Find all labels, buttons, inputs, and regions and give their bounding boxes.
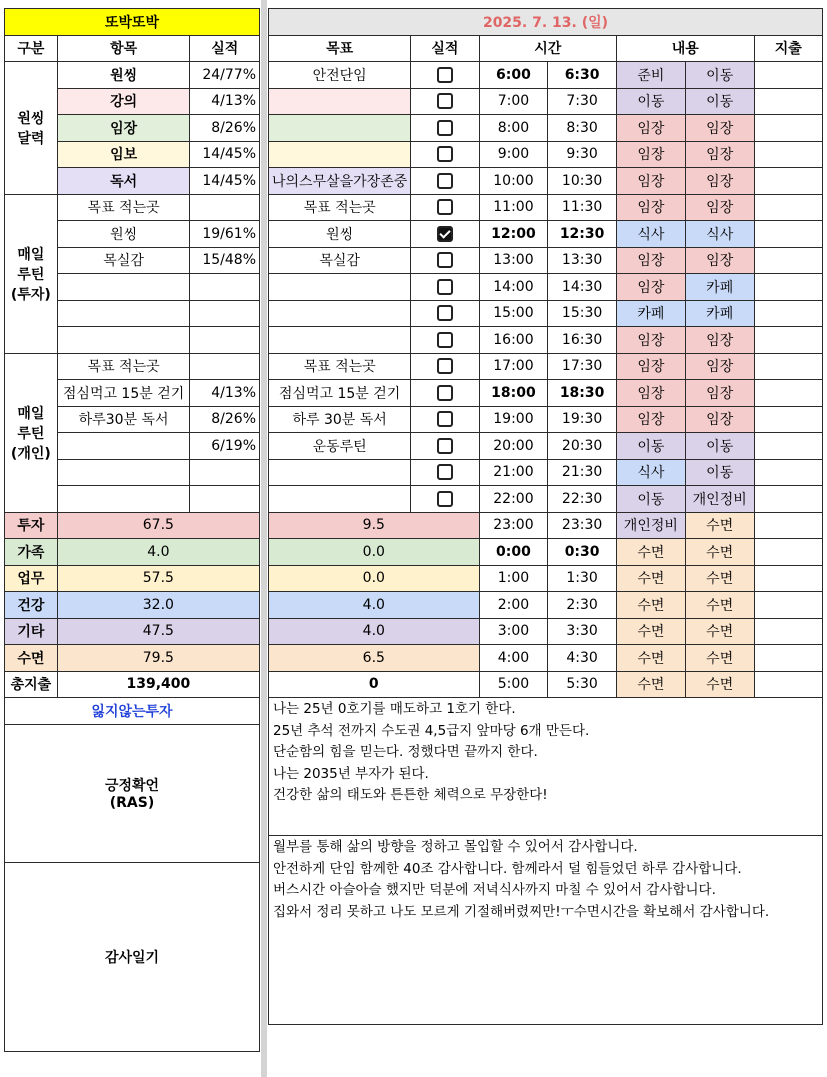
checkbox[interactable] [437,464,453,480]
expense-cell[interactable] [754,221,822,248]
list-item[interactable] [57,327,190,354]
checkbox[interactable] [437,305,453,321]
list-item[interactable]: 점심먹고 15분 걷기 [57,380,190,407]
schedule-row [269,380,823,407]
result-cell[interactable]: 4/13% [190,380,260,407]
activity-second-half[interactable]: 이동 [685,88,754,115]
time-end[interactable]: 0:30 [548,539,617,566]
motto: 잃지않는투자 [5,698,260,725]
goal-cell[interactable]: 하루 30분 독서 [269,406,411,433]
activity-second-half[interactable]: 임장 [685,168,754,195]
total-value-health[interactable]: 32.0 [57,592,259,619]
activity-second-half[interactable]: 수면 [685,539,754,566]
time-start[interactable]: 11:00 [479,194,548,221]
list-item[interactable]: 임장 [57,115,190,142]
time-start[interactable]: 7:00 [479,88,548,115]
time-end[interactable]: 17:30 [548,353,617,380]
activity-second-half[interactable]: 임장 [685,141,754,168]
activity-first-half[interactable]: 식사 [616,221,685,248]
list-item[interactable]: 원씽 [57,221,190,248]
result-checkbox-cell [411,486,479,513]
time-start[interactable]: 20:00 [479,433,548,460]
time-end[interactable]: 21:30 [548,459,617,486]
activity-second-half[interactable]: 카페 [685,300,754,327]
list-item[interactable] [57,459,190,486]
expense-cell[interactable] [754,486,822,513]
time-end[interactable]: 14:30 [548,274,617,301]
time-end[interactable]: 4:30 [548,645,617,672]
date-header: 2025. 7. 13. (일) [269,9,823,36]
time-start[interactable]: 3:00 [479,618,548,645]
expense-cell[interactable] [754,406,822,433]
time-end[interactable]: 2:30 [548,592,617,619]
checkbox[interactable] [437,279,453,295]
goal-cell[interactable] [269,141,411,168]
ras-text[interactable]: 나는 25년 0호기를 매도하고 1호기 한다. 25년 추석 전까지 수도권 4,5급지 앞마당 6개 만든다. 단순함의 힘을 믿는다. 정했다면 끝까지 한다. 나는 2035년 부자가 된다. 건강한 삶의 태도와 튼튼한 체력으로 무장한다! [269,698,823,836]
result-checkbox-cell [411,406,479,433]
checkbox[interactable] [437,491,453,507]
expense-cell[interactable] [754,459,822,486]
list-item[interactable]: 강의 [57,88,190,115]
total-value-etc[interactable]: 47.5 [57,618,259,645]
time-end[interactable]: 1:30 [548,565,617,592]
time-end[interactable]: 18:30 [548,380,617,407]
expense-cell[interactable] [754,592,822,619]
result-cell[interactable]: 4/13% [190,88,260,115]
goal-cell[interactable]: 원씽 [269,221,411,248]
activity-first-half[interactable]: 수면 [616,671,685,698]
list-item[interactable] [57,300,190,327]
group-label-personal-routine: 매일 루틴 (개인) [5,353,58,512]
goal-cell[interactable] [269,88,411,115]
checkbox[interactable] [437,120,453,136]
checkbox[interactable] [437,173,453,189]
activity-first-half[interactable]: 임장 [616,353,685,380]
activity-second-half[interactable]: 임장 [685,115,754,142]
list-item[interactable] [57,486,190,513]
activity-second-half[interactable]: 수면 [685,618,754,645]
result-cell[interactable]: 6/19% [190,433,260,460]
gratitude-label: 감사일기 [5,862,260,1051]
expense-cell[interactable] [754,618,822,645]
group-label-onething: 원씽 달력 [5,62,58,195]
checkbox[interactable] [437,67,453,83]
panel-separator [261,0,267,1077]
expense-cell[interactable] [754,327,822,354]
result-checkbox-cell [411,274,479,301]
schedule-row [269,168,823,195]
time-end[interactable]: 10:30 [548,168,617,195]
result-checkbox-cell [411,380,479,407]
time-end[interactable]: 23:30 [548,512,617,539]
list-item[interactable] [57,433,190,460]
time-start[interactable]: 23:00 [479,512,548,539]
goal-cell[interactable]: 나의스무살을가장존중 [269,168,411,195]
schedule-row [269,565,823,592]
schedule-row [269,194,823,221]
activity-first-half[interactable]: 임장 [616,247,685,274]
schedule-row [269,433,823,460]
schedule-row [269,459,823,486]
activity-second-half[interactable]: 수면 [685,592,754,619]
schedule-row [269,486,823,513]
header-goal: 목표 [269,35,411,62]
result-cell[interactable] [190,486,260,513]
time-end[interactable]: 22:30 [548,486,617,513]
activity-second-half[interactable]: 식사 [685,221,754,248]
expense-cell[interactable] [754,565,822,592]
time-start[interactable]: 17:00 [479,353,548,380]
time-start[interactable]: 14:00 [479,274,548,301]
total-label-health: 건강 [5,592,58,619]
expense-cell[interactable] [754,539,822,566]
goal-total-value[interactable]: 0.0 [269,539,480,566]
time-end[interactable]: 8:30 [548,115,617,142]
result-checkbox-cell [411,88,479,115]
result-cell[interactable] [190,300,260,327]
activity-second-half[interactable]: 수면 [685,645,754,672]
total-value-family[interactable]: 4.0 [57,539,259,566]
result-checkbox-cell [411,247,479,274]
activity-first-half[interactable]: 수면 [616,565,685,592]
header-item: 항목 [57,35,190,62]
checkbox[interactable] [437,146,453,162]
schedule-row [269,645,823,672]
time-end[interactable]: 6:30 [548,62,617,89]
expense-cell[interactable] [754,300,822,327]
time-end[interactable]: 9:30 [548,141,617,168]
left-panel [4,8,260,1052]
expense-cell[interactable] [754,168,822,195]
sheet-title: 또박또박 [5,9,260,36]
result-cell[interactable] [190,274,260,301]
right-panel [268,8,823,1025]
time-end[interactable]: 3:30 [548,618,617,645]
time-start[interactable]: 4:00 [479,645,548,672]
checkbox[interactable] [437,332,453,348]
time-end[interactable]: 5:30 [548,671,617,698]
time-end[interactable]: 20:30 [548,433,617,460]
time-start[interactable]: 1:00 [479,565,548,592]
schedule-row [269,592,823,619]
result-cell[interactable] [190,327,260,354]
total-label-invest: 투자 [5,512,58,539]
header-content: 내용 [616,35,754,62]
activity-first-half[interactable]: 수면 [616,618,685,645]
time-end[interactable]: 7:30 [548,88,617,115]
list-item[interactable]: 목표 적는곳 [57,194,190,221]
activity-first-half[interactable]: 개인정비 [616,512,685,539]
result-checkbox-cell [411,168,479,195]
schedule-row [269,539,823,566]
expense-cell[interactable] [754,645,822,672]
activity-second-half[interactable]: 임장 [685,380,754,407]
time-start[interactable]: 22:00 [479,486,548,513]
schedule-row [269,353,823,380]
header-result: 실적 [190,35,260,62]
time-end[interactable]: 11:30 [548,194,617,221]
schedule-row [269,300,823,327]
schedule-row [269,671,823,698]
activity-second-half[interactable]: 이동 [685,459,754,486]
group-label-invest-routine: 매일 루틴 (투자) [5,194,58,353]
time-start[interactable]: 9:00 [479,141,548,168]
total-label-sleep: 수면 [5,645,58,672]
result-cell[interactable] [190,459,260,486]
time-start[interactable]: 12:00 [479,221,548,248]
header-result: 실적 [411,35,479,62]
activity-second-half[interactable]: 임장 [685,327,754,354]
result-checkbox-cell [411,459,479,486]
activity-first-half[interactable]: 수면 [616,539,685,566]
schedule-row [269,274,823,301]
checkbox[interactable] [437,93,453,109]
goal-cell[interactable]: 목표 적는곳 [269,353,411,380]
time-start[interactable]: 6:00 [479,62,548,89]
expense-total[interactable]: 139,400 [57,671,259,698]
time-end[interactable]: 13:30 [548,247,617,274]
schedule-row [269,115,823,142]
activity-first-half[interactable]: 카페 [616,300,685,327]
time-start[interactable]: 13:00 [479,247,548,274]
result-checkbox-cell [411,433,479,460]
schedule-body [269,62,823,698]
expense-cell[interactable] [754,88,822,115]
goal-total-value[interactable]: 4.0 [269,618,480,645]
schedule-row [269,247,823,274]
goal-total-value[interactable]: 4.0 [269,592,480,619]
result-cell[interactable]: 19/61% [190,221,260,248]
list-item[interactable] [57,274,190,301]
activity-first-half[interactable]: 임장 [616,115,685,142]
schedule-row [269,88,823,115]
time-start[interactable]: 5:00 [479,671,548,698]
list-item[interactable]: 하루30분 독서 [57,406,190,433]
ras-label: 긍정확언 (RAS) [5,724,260,862]
activity-second-half[interactable]: 이동 [685,62,754,89]
activity-second-half[interactable]: 수면 [685,671,754,698]
time-start[interactable]: 0:00 [479,539,548,566]
activity-second-half[interactable]: 카페 [685,274,754,301]
goal-cell[interactable]: 운동루틴 [269,433,411,460]
time-end[interactable]: 12:30 [548,221,617,248]
schedule-row [269,62,823,89]
time-start[interactable]: 8:00 [479,115,548,142]
expense-cell[interactable] [754,274,822,301]
activity-first-half[interactable]: 수면 [616,645,685,672]
total-label-family: 가족 [5,539,58,566]
expense-cell[interactable] [754,247,822,274]
time-end[interactable]: 15:30 [548,300,617,327]
result-checkbox-cell [411,194,479,221]
activity-second-half[interactable]: 임장 [685,353,754,380]
goal-total-value[interactable]: 9.5 [269,512,480,539]
activity-first-half[interactable]: 수면 [616,592,685,619]
goal-cell[interactable] [269,115,411,142]
time-start[interactable]: 19:00 [479,406,548,433]
expense-cell[interactable] [754,62,822,89]
result-checkbox-cell [411,353,479,380]
goal-cell[interactable] [269,300,411,327]
goal-total-value[interactable]: 0.0 [269,565,480,592]
expense-cell[interactable] [754,194,822,221]
result-cell[interactable]: 24/77% [190,62,260,89]
expense-label: 총지출 [5,671,58,698]
goal-cell[interactable]: 목표 적는곳 [269,194,411,221]
goal-cell[interactable]: 점심먹고 15분 걷기 [269,380,411,407]
list-item[interactable]: 임보 [57,141,190,168]
result-checkbox-cell [411,327,479,354]
list-item[interactable]: 독서 [57,168,190,195]
result-checkbox-cell [411,62,479,89]
activity-first-half[interactable]: 이동 [616,486,685,513]
result-cell[interactable]: 8/26% [190,406,260,433]
activity-first-half[interactable]: 임장 [616,327,685,354]
goal-cell[interactable]: 목실감 [269,247,411,274]
checkbox[interactable] [437,411,453,427]
activity-first-half[interactable]: 임장 [616,168,685,195]
result-checkbox-cell [411,221,479,248]
goal-total-value[interactable]: 6.5 [269,645,480,672]
checkbox[interactable] [437,385,453,401]
list-item[interactable]: 목표 적는곳 [57,353,190,380]
header-category: 구분 [5,35,58,62]
time-end[interactable]: 16:30 [548,327,617,354]
result-checkbox-cell [411,115,479,142]
gratitude-text[interactable]: 월부를 통해 삶의 방향을 정하고 몰입할 수 있어서 감사합니다. 안전하게 단임 함께한 40조 감사합니다. 함께라서 덜 힘들었던 하루 감사합니다. 버스시간 아슬아슬 했지만 덕분에 저녁식사까지 마칠 수 있어서 감사합니다. 집와서 정리 못하고 나도 모르게 기절해버렸찌만!ㅜ수면시간을 확보해서 감사합니다. [269,836,823,1025]
result-cell[interactable]: 14/45% [190,141,260,168]
schedule-row [269,141,823,168]
total-value-sleep[interactable]: 79.5 [57,645,259,672]
header-expense: 지출 [754,35,822,62]
left-table [4,8,260,1052]
time-start[interactable]: 18:00 [479,380,548,407]
activity-second-half[interactable]: 임장 [685,194,754,221]
expense-cell[interactable] [754,671,822,698]
expense-cell[interactable] [754,512,822,539]
schedule-row [269,221,823,248]
result-cell[interactable] [190,353,260,380]
time-start[interactable]: 16:00 [479,327,548,354]
checkbox[interactable] [437,438,453,454]
right-table [268,8,823,1025]
activity-second-half[interactable]: 임장 [685,247,754,274]
expense-total-right[interactable]: 0 [269,671,480,698]
expense-cell[interactable] [754,353,822,380]
checked-checkbox[interactable] [437,226,453,242]
goal-cell[interactable] [269,274,411,301]
time-start[interactable]: 21:00 [479,459,548,486]
goal-cell[interactable] [269,486,411,513]
schedule-row [269,618,823,645]
activity-first-half[interactable]: 임장 [616,380,685,407]
activity-first-half[interactable]: 이동 [616,433,685,460]
checkbox[interactable] [437,358,453,374]
expense-cell[interactable] [754,115,822,142]
time-end[interactable]: 19:30 [548,406,617,433]
total-value-work[interactable]: 57.5 [57,565,259,592]
checkbox[interactable] [437,252,453,268]
checkbox[interactable] [437,199,453,215]
result-cell[interactable]: 15/48% [190,247,260,274]
time-start[interactable]: 10:00 [479,168,548,195]
activity-second-half[interactable]: 이동 [685,433,754,460]
list-item[interactable]: 목실감 [57,247,190,274]
goal-cell[interactable] [269,459,411,486]
activity-second-half[interactable]: 개인정비 [685,486,754,513]
schedule-row [269,512,823,539]
goal-cell[interactable]: 안전단임 [269,62,411,89]
goal-cell[interactable] [269,327,411,354]
total-label-etc: 기타 [5,618,58,645]
activity-first-half[interactable]: 식사 [616,459,685,486]
result-checkbox-cell [411,300,479,327]
schedule-row [269,406,823,433]
activity-first-half[interactable]: 준비 [616,62,685,89]
activity-first-half[interactable]: 임장 [616,274,685,301]
list-item[interactable]: 원씽 [57,62,190,89]
result-cell[interactable] [190,194,260,221]
time-start[interactable]: 15:00 [479,300,548,327]
activity-first-half[interactable]: 이동 [616,88,685,115]
expense-cell[interactable] [754,141,822,168]
activity-second-half[interactable]: 임장 [685,406,754,433]
activity-second-half[interactable]: 수면 [685,565,754,592]
activity-first-half[interactable]: 임장 [616,141,685,168]
header-time: 시간 [479,35,616,62]
activity-second-half[interactable]: 수면 [685,512,754,539]
schedule-row [269,327,823,354]
total-value-invest[interactable]: 67.5 [57,512,259,539]
expense-cell[interactable] [754,433,822,460]
result-cell[interactable]: 8/26% [190,115,260,142]
result-cell[interactable]: 14/45% [190,168,260,195]
time-start[interactable]: 2:00 [479,592,548,619]
activity-first-half[interactable]: 임장 [616,194,685,221]
expense-cell[interactable] [754,380,822,407]
result-checkbox-cell [411,141,479,168]
total-label-work: 업무 [5,565,58,592]
activity-first-half[interactable]: 임장 [616,406,685,433]
